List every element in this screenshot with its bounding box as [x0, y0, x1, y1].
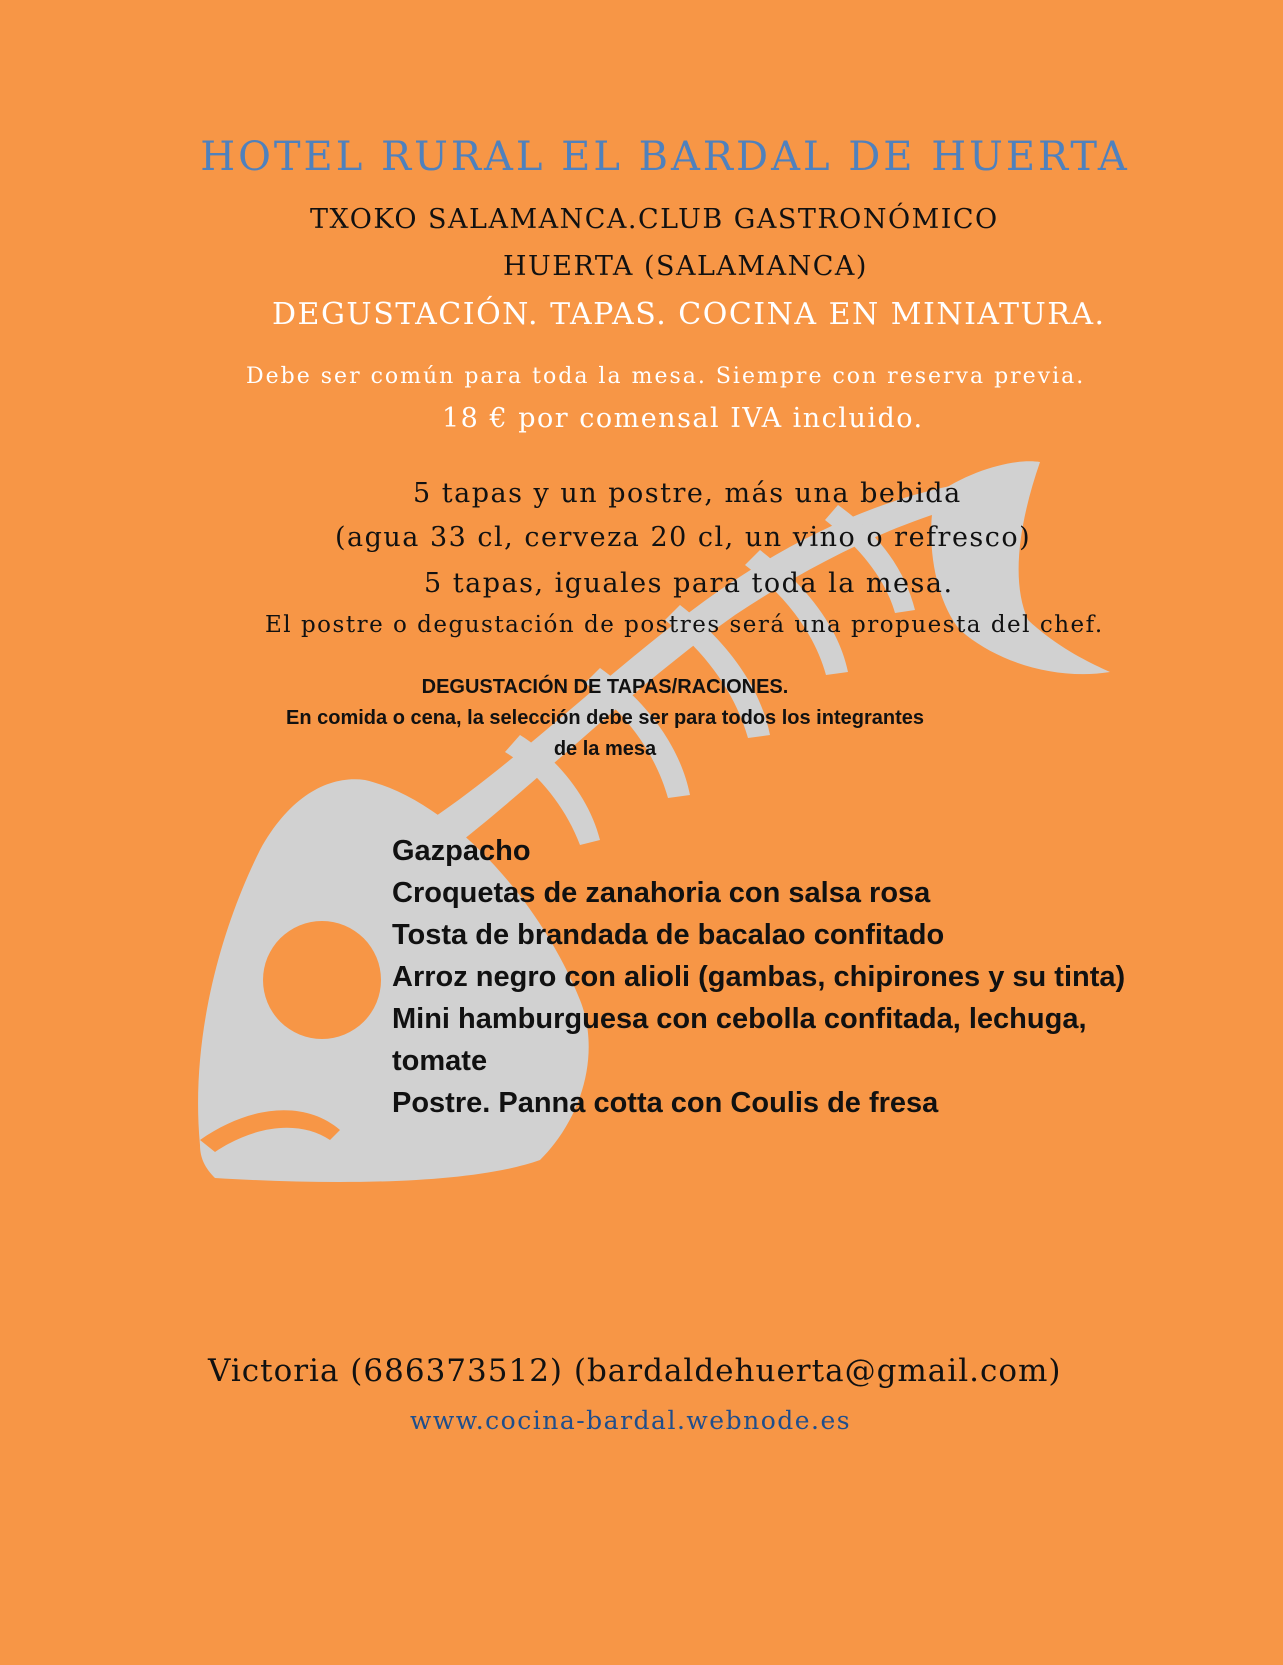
- tapas-menu: [392, 830, 1132, 1124]
- contact-info: Victoria (686373512) (bardaldehuerta@gmail.com): [208, 1353, 1062, 1389]
- menu-item: Tosta de brandada de bacalao confitado: [392, 919, 945, 951]
- menu-item: Croquetas de zanahoria con salsa rosa: [392, 877, 931, 909]
- menu-item: Gazpacho: [392, 835, 531, 867]
- subtitle-tagline: DEGUSTACIÓN. TAPAS. COCINA EN MINIATURA.: [272, 297, 1106, 332]
- website-link[interactable]: www.cocina-bardal.webnode.es: [410, 1406, 852, 1435]
- menu-item: Postre. Panna cotta con Coulis de fresa: [392, 1087, 939, 1119]
- section-note: En comida o cena, la selección debe ser para todos los integrantes: [286, 707, 924, 729]
- section-heading: DEGUSTACIÓN DE TAPAS/RACIONES.: [421, 676, 789, 698]
- page-title: HOTEL RURAL EL BARDAL DE HUERTA: [200, 134, 1130, 180]
- offer-line: (agua 33 cl, cerveza 20 cl, un vino o refresco): [335, 522, 1032, 553]
- offer-line: 5 tapas y un postre, más una bebida: [413, 478, 962, 509]
- subtitle-location: HUERTA (SALAMANCA): [503, 251, 868, 282]
- offer-line: 5 tapas, iguales para toda la mesa.: [424, 568, 954, 599]
- subtitle-club: TXOKO SALAMANCA.CLUB GASTRONÓMICO: [310, 204, 999, 235]
- price-note: 18 € por comensal IVA incluido.: [442, 403, 924, 434]
- reservation-note: Debe ser común para toda la mesa. Siempre con reserva previa.: [246, 364, 1086, 389]
- menu-item: Arroz negro con alioli (gambas, chipirones y su tinta): [392, 961, 1126, 993]
- offer-line: El postre o degustación de postres será una propuesta del chef.: [265, 612, 1104, 638]
- section-note: de la mesa: [553, 738, 657, 760]
- menu-item: Mini hamburguesa con cebolla confitada, lechuga, tomate: [392, 1003, 1087, 1077]
